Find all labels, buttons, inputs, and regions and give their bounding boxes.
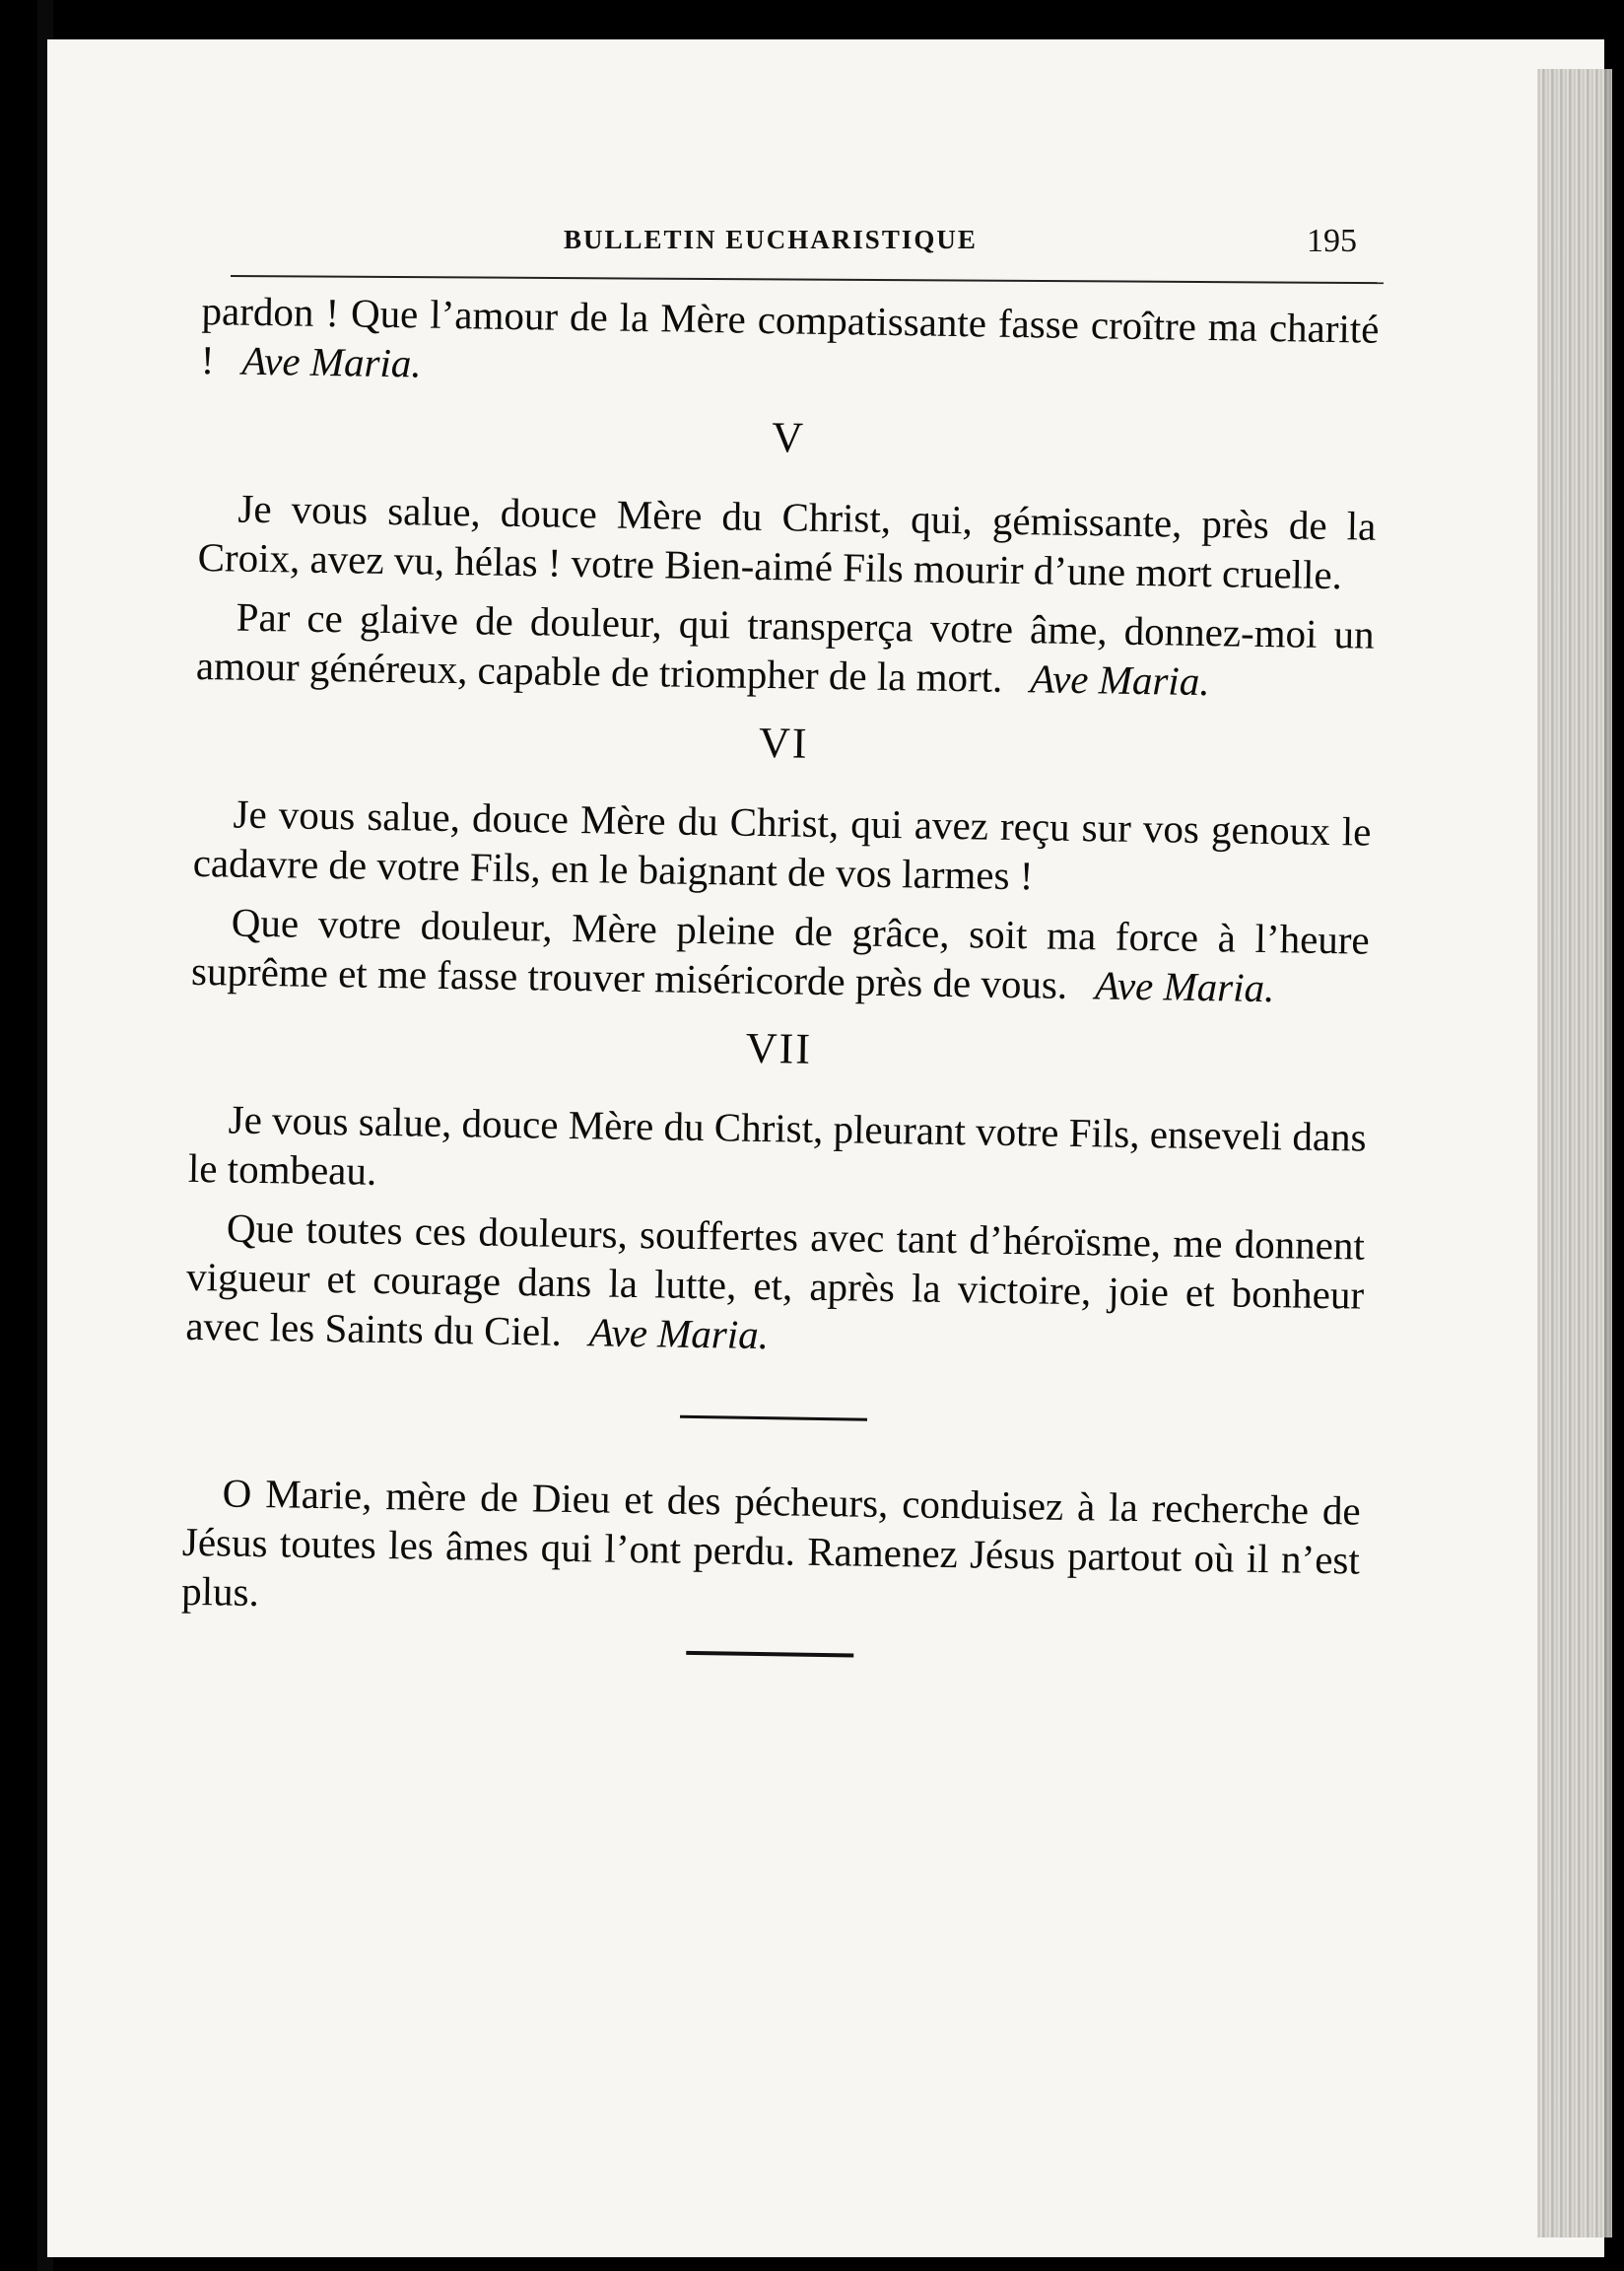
section-numeral-vi: VI [758, 718, 809, 768]
section-vi-paragraph-2 [191, 897, 1370, 1014]
body-text [180, 286, 1380, 1666]
section-separator [680, 1415, 867, 1421]
section-vi-paragraph-1: Je vous salue, douce Mère du Christ, qui avez reçu sur vos genoux le cadavre de votre Fils, en le baignant de vos larmes ! [192, 791, 1372, 899]
section-numeral-v: V [771, 413, 806, 462]
section-v-paragraph-2 [196, 591, 1375, 709]
section-numeral-vii: VII [745, 1023, 813, 1073]
section-v-paragraph-1: Je vous salue, douce Mère du Christ, qui, gémissante, près de la Croix, avez vu, hélas ! votre Bien-aimé Fils mourir d’une mort cruelle. [197, 485, 1377, 598]
section-vii-text: Que toutes ces douleurs, souffertes avec tant d’héroïsme, me donnent vigueur et courage dans la lutte, et, après la victoire, joie et bonheur avec les Saints du Ciel. [185, 1204, 1366, 1354]
section-vii-paragraph-1: Je vous salue, douce Mère du Christ, pleurant votre Fils, enseveli dans le tombeau. [187, 1096, 1367, 1194]
ave-maria: Ave Maria. [241, 337, 422, 386]
ave-maria: Ave Maria. [1094, 962, 1275, 1011]
closing-block [181, 1468, 1361, 1634]
intro-paragraph [200, 286, 1379, 403]
running-title: BULLETIN EUCHARISTIQUE [564, 225, 978, 254]
intro-text: pardon ! Que l’amour de la Mère compatissante fasse croître ma charité ! [200, 287, 1380, 383]
section-vi-text: Que votre douleur, Mère pleine de grâce, soit ma force à l’heure suprême et me fasse trouver miséricorde près de vous. [190, 899, 1371, 1007]
page-stack-edge [1537, 69, 1612, 2237]
section-v-text: Par ce glaive de douleur, qui transperça votre âme, donnez-moi un amour généreux, capable de triompher de la mort. [195, 593, 1375, 701]
page-number: 195 [1307, 223, 1357, 259]
closing-paragraph: O Marie, mère de Dieu et des pécheurs, conduisez à la recherche de Jésus toutes les âmes qui l’ont perdu. Ramenez Jésus partout où il n’est plus. [180, 1470, 1361, 1616]
section-vii-paragraph-2 [185, 1203, 1365, 1369]
ave-maria: Ave Maria. [588, 1309, 770, 1358]
ave-maria: Ave Maria. [1030, 655, 1210, 705]
running-head [231, 225, 1384, 284]
